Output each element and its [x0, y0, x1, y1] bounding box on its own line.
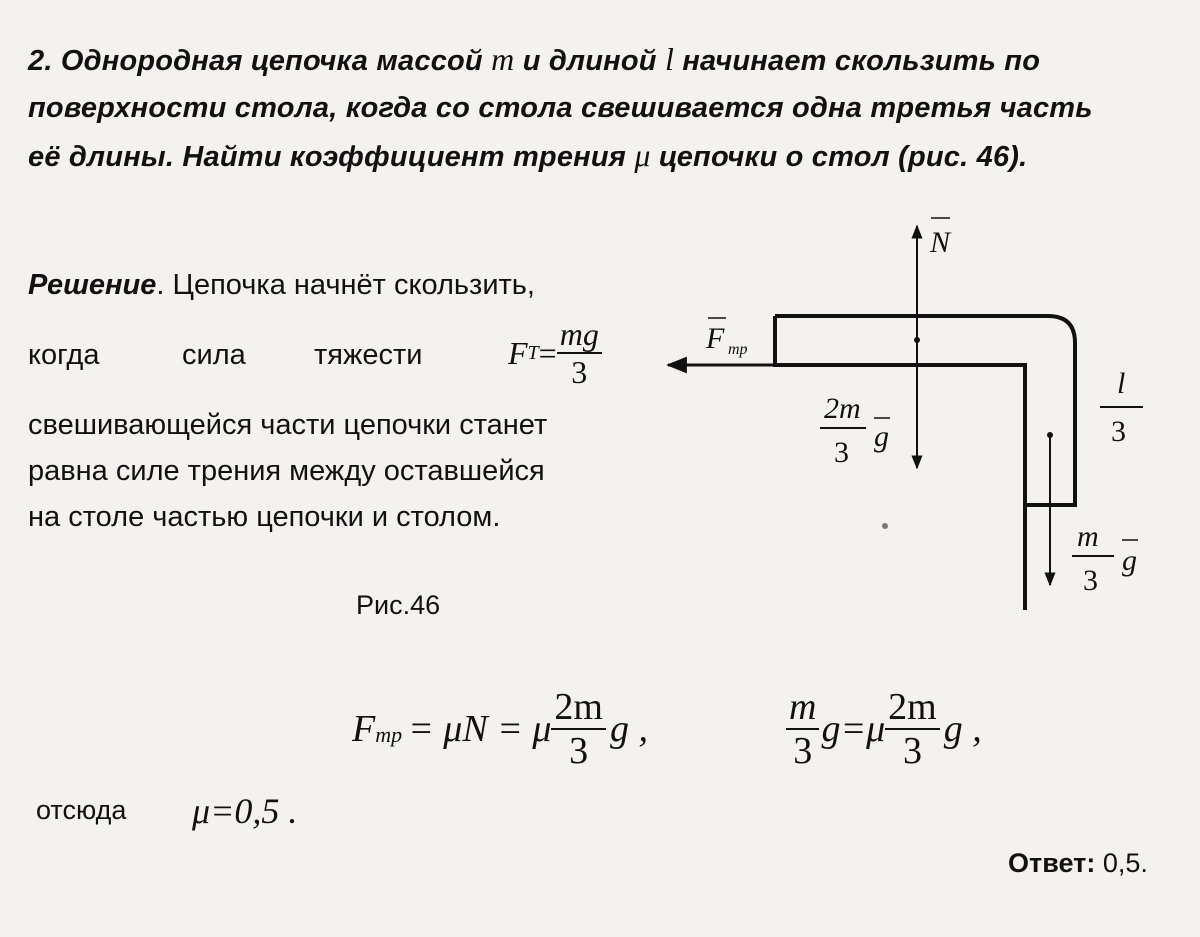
formula-ft — [508, 318, 602, 388]
label-f-sub: тр — [728, 341, 748, 358]
ft-equals: = — [538, 334, 557, 371]
eq2-num1: m — [786, 688, 819, 730]
figure-46 — [640, 210, 1180, 630]
eq1-fraction — [551, 688, 606, 770]
eq2-fraction-1 — [786, 688, 819, 770]
ft-numerator: mg — [557, 318, 602, 354]
label-2m-num: 2m — [824, 392, 861, 425]
solution-word-when: когда — [28, 339, 100, 371]
ft-denominator: 3 — [571, 354, 588, 390]
center-mass-hanging — [1047, 432, 1053, 438]
label-n: N — [930, 226, 951, 259]
eq1-sub: mp — [375, 722, 403, 747]
solution-line-5: на столе частью цепочки и столом. — [28, 501, 501, 533]
solution-heading: Решение — [28, 269, 157, 301]
solution-line-4: равна силе трения между оставшейся — [28, 455, 545, 487]
chain-outer — [775, 316, 1075, 610]
eq2-den1: 3 — [793, 730, 813, 772]
problem-text: цепочки о стол (рис. 46). — [658, 141, 1028, 173]
problem-line-2: поверхности стола, когда со стола свешивается одна третья часть — [28, 92, 1093, 124]
label-f: F — [706, 322, 725, 355]
problem-text: начинает скользить по — [682, 45, 1041, 77]
problem-line-3 — [28, 132, 1178, 181]
label-g: g — [874, 420, 889, 453]
solution-line-1 — [28, 262, 535, 308]
ft-symbol: F — [508, 334, 528, 371]
problem-text: её длины. Найти коэффициент трения — [28, 141, 627, 173]
eq1-num: 2m — [551, 688, 606, 730]
eq1-mid: = μN = μ — [408, 708, 552, 750]
figure-caption: Рис.46 — [356, 590, 441, 620]
problem-text: и длиной — [522, 45, 657, 77]
eq2-mid: g=μ — [821, 708, 886, 750]
label-m-num: m — [1077, 520, 1099, 553]
equation-1 — [352, 688, 648, 770]
ft-subscript: T — [527, 341, 539, 364]
answer-label: Ответ: — [1008, 848, 1096, 878]
result-value: μ=0,5 . — [192, 791, 298, 831]
label-l-den: 3 — [1111, 415, 1126, 448]
eq2-tail: g , — [943, 708, 982, 750]
solution-word-gravity: тяжести — [314, 339, 423, 371]
label-l-num: l — [1117, 367, 1126, 400]
var-m: m — [491, 41, 515, 77]
var-l: l — [664, 41, 675, 77]
label-m-den: 3 — [1083, 564, 1098, 597]
center-mass-table — [914, 337, 920, 343]
chain-inner — [775, 316, 1025, 505]
speck — [882, 523, 888, 529]
solution-text: . Цепочка начнёт скользить, — [156, 269, 535, 301]
eq1-den: 3 — [569, 730, 589, 772]
eq2-fraction-2 — [885, 688, 940, 770]
problem-text: 2. Однородная цепочка массой — [28, 45, 483, 77]
solution-line-3: свешивающейся части цепочки станет — [28, 409, 548, 441]
label-2m-den: 3 — [834, 436, 849, 469]
problem-line-1 — [28, 36, 1178, 85]
eq1-f: F — [352, 708, 376, 750]
solution-word-force: сила — [182, 339, 246, 371]
equation-2 — [786, 688, 982, 770]
eq1-tail: g , — [609, 708, 648, 750]
eq2-num2: 2m — [885, 688, 940, 730]
var-mu: μ — [634, 137, 651, 173]
ft-fraction — [557, 318, 602, 388]
answer-value: 0,5. — [1095, 848, 1148, 878]
eq2-den2: 3 — [902, 730, 922, 772]
label-g2: g — [1122, 544, 1137, 577]
result-label: отсюда — [36, 795, 127, 825]
problem-statement — [28, 36, 1178, 181]
answer — [1008, 848, 1148, 879]
